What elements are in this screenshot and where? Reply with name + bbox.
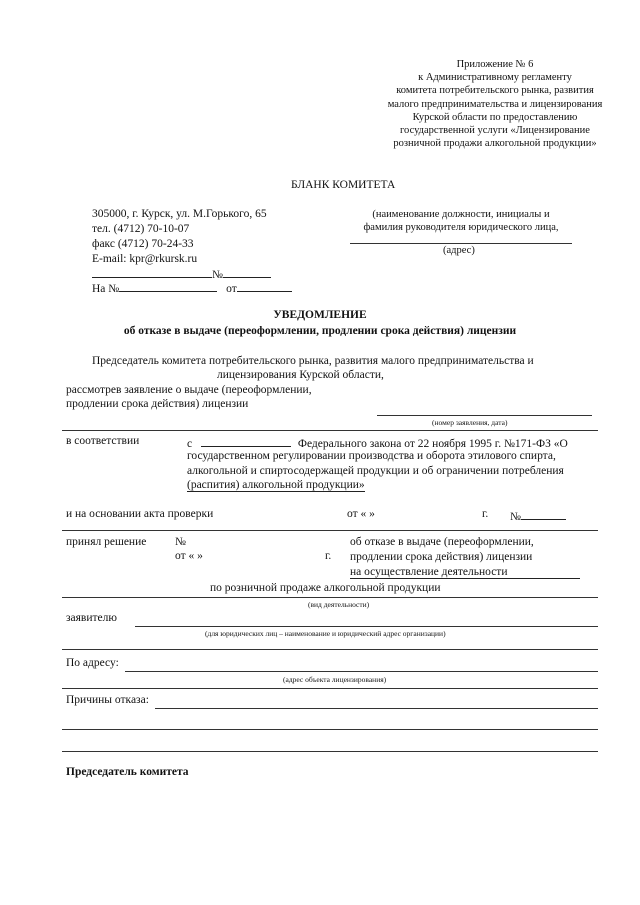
outgoing-date-blank [92,266,212,278]
law-article-blank [201,435,291,447]
law-line-1-row [187,435,568,450]
appendix-block [370,58,620,150]
appendix-line: к Административному регламенту [418,72,572,84]
recipient-hint-line: (наименование должности, инициалы и [372,209,550,220]
committee-address [92,207,267,267]
appendix-line: комитета потребительского рынка, развития [396,85,594,97]
inspection-label: и на основании акта проверки [66,508,214,520]
reasons-line [155,708,598,709]
blank-title: БЛАНК КОМИТЕТА [291,179,396,191]
outgoing-number-blank [223,266,271,278]
recipient-address-line [350,243,572,244]
appendix-line: розничной продажи алкогольной продукции» [393,138,597,150]
decision-year: г. [325,550,332,562]
recipient-hint-line: фамилия руководителя юридического лица, [363,222,559,233]
activity-line [62,597,598,598]
applicant-line [135,626,598,627]
chair-line: Председатель комитета потребительского рынка, развития малого предпринимательства и [92,355,534,367]
inspection-number-blank [521,508,566,520]
chair-line: лицензирования Курской области, [217,369,384,381]
decision-label: принял решение [66,536,147,548]
law-line: алкогольной и спиртосодержащей продукции и об ограничении потребления [187,465,564,477]
from-date-blank [237,280,292,292]
considered-line: продлении срока действия) лицензии [66,398,249,410]
on-number-blank [119,280,217,292]
signature-label: Председатель комитета [66,766,189,778]
appendix-line: государственной услуги «Лицензирование [400,125,590,137]
with-label: с [187,438,193,450]
inspection-year: г. [482,508,489,520]
activity-text: по розничной продаже алкогольной продукции [210,582,441,594]
decision-text: об отказе в выдаче (переоформлении, [350,536,534,548]
accordance-label: в соответствии [66,435,140,447]
separator [62,530,598,531]
applicant-hint: (для юридических лиц – наименование и юридический адрес организации) [205,629,446,638]
law-line: государственном регулировании производства и оборота этилового спирта, [187,450,556,462]
application-hint: (номер заявления, дата) [432,418,508,427]
applicant-line [62,649,598,650]
recipient-address-hint: (адрес) [443,245,475,256]
document-subtitle: об отказе в выдаче (переоформлении, продлении срока действия) лицензии [123,325,517,337]
phone-line: тел. (4712) 70-10-07 [92,223,190,235]
email-line: E-mail: kpr@rkursk.ru [92,253,198,265]
appendix-line: Приложение № 6 [456,59,534,70]
incoming-number-row [92,280,292,295]
inspection-number-sign: № [510,511,521,523]
address-line: 305000, г. Курск, ул. М.Горького, 65 [92,208,267,220]
decision-text: продлении срока действия) лицензии [350,551,533,563]
decision-text: на осуществление деятельности [350,566,580,579]
applicant-label: заявителю [66,612,117,624]
law-line: Федерального закона от 22 ноября 1995 г. №171-ФЗ «О [297,438,568,450]
activity-hint: (вид деятельности) [308,600,370,609]
appendix-line: Курской области по предоставлению [412,111,578,123]
outgoing-number-sign: № [212,269,223,281]
appendix-line: малого предпринимательства и лицензирования [387,98,603,110]
application-number-line [377,415,592,416]
reasons-label: Причины отказа: [66,694,149,706]
fax-line: факс (4712) 70-24-33 [92,238,194,250]
from-label: от [226,283,237,295]
address-line [62,688,598,689]
inspection-from: от « » [347,508,375,520]
document-title: УВЕДОМЛЕНИЕ [273,309,367,321]
by-address-label: По адресу: [66,657,119,669]
considered-line: рассмотрев заявление о выдаче (переоформлении, [66,384,312,396]
inspection-number-row [510,508,566,523]
recipient-block [350,208,572,234]
address-line [125,671,598,672]
reasons-line [62,751,598,752]
reasons-line [62,729,598,730]
outgoing-number-row [92,266,271,281]
on-number-label: На № [92,283,120,295]
decision-number: № [175,536,186,548]
by-address-hint: (адрес объекта лицензирования) [283,675,387,684]
decision-from: от « » [175,550,203,562]
law-line: (распития) алкогольной продукции» [187,479,365,491]
separator [62,430,598,431]
